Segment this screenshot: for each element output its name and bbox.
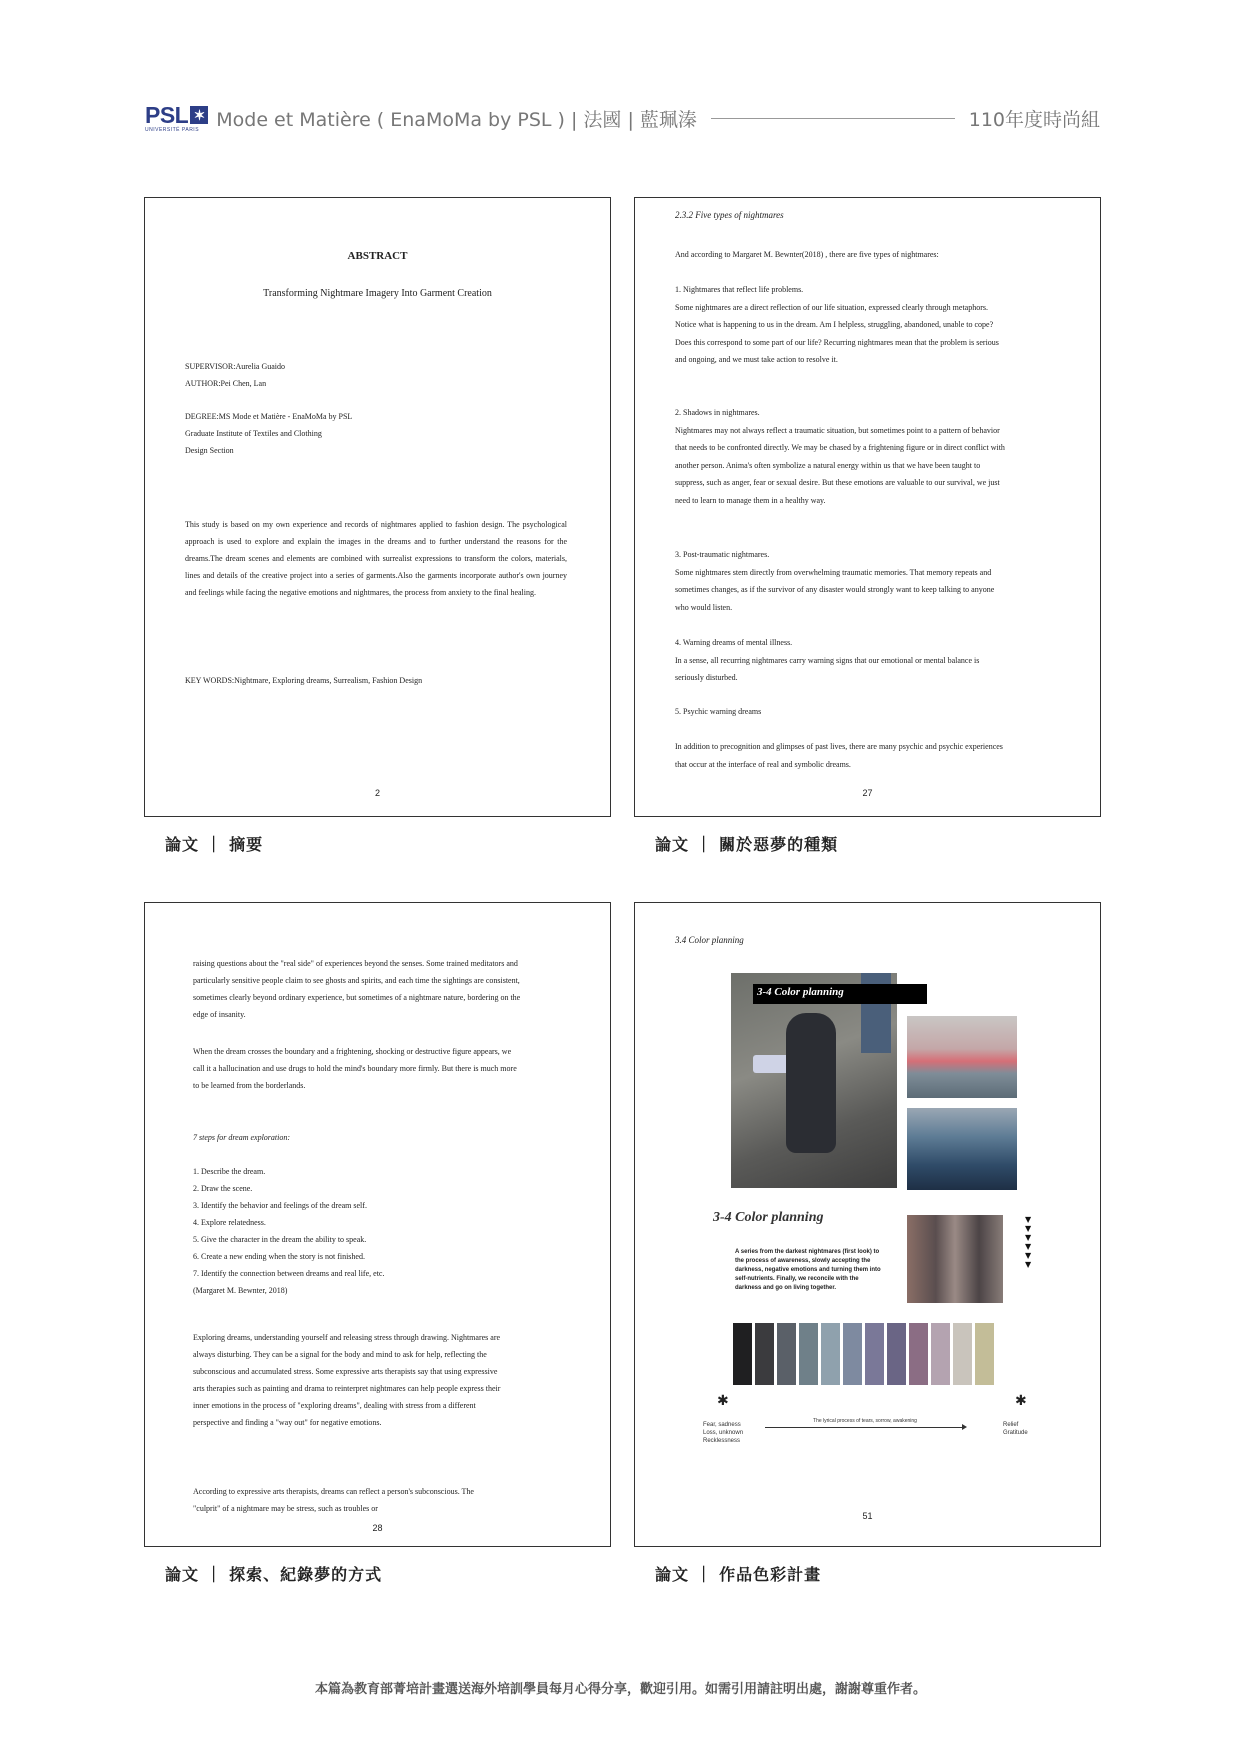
nightmare-collage-image xyxy=(731,973,897,1188)
color-swatches xyxy=(733,1323,994,1385)
thesis-page-abstract xyxy=(144,197,611,817)
color-swatch xyxy=(755,1323,774,1385)
page-header xyxy=(145,100,1100,136)
paragraph-3: Exploring dreams, understanding yourself and releasing stress through drawing. Nightmares are always disturbing. They can be a signal for the body and mind to ask for help, reflecting the subconscious and accumulated stress. Some expressive arts therapists say that using expressive arts therapies such as painting and drama to reinterpret nightmares can help people express their inner emotions in the process of "exploring dreams", dealing with stress from a different perspective and finding a "way out" for negative emotions. xyxy=(193,1333,501,1427)
logo-subtitle: UNIVERSITÉ PARIS xyxy=(145,126,200,133)
emotion-process-label: The lyrical process of tears, sorrow, awakening xyxy=(813,1418,917,1424)
type-1-body: Some nightmares are a direct reflection of our life situation, expressed clearly through metaphors. Notice what is happening to us in the dream. Am I helpless, struggling, abandoned, unable to cope? Does this correspond to some part of our life? Recurring nightmares mean that the problem is serious and ongoing, and we must take action to resolve it. xyxy=(675,302,999,364)
list-item: 7. Identify the connection between dreams and real life, etc. xyxy=(193,1269,385,1278)
color-swatch xyxy=(799,1323,818,1385)
thesis-page-dream-exploration xyxy=(144,902,611,1547)
color-swatch xyxy=(843,1323,862,1385)
caption-dream-exploration: 論文 ｜ 探索、紀錄夢的方式 xyxy=(165,1565,383,1584)
steps-list xyxy=(193,1163,523,1299)
pink-sky-image xyxy=(907,1016,1017,1098)
footer-note: 本篇為教育部菁培計畫選送海外培訓學員每月心得分享，歡迎引用。如需引用請註明出處，謝謝尊重作者。 xyxy=(314,1682,926,1697)
type-4-body: In a sense, all recurring nightmares carry warning signs that our emotional or mental balance is seriously disturbed. xyxy=(675,655,980,682)
down-arrows-icon: ▼ ▼ ▼ ▼ ▼ ▼ xyxy=(1025,1215,1032,1269)
supervisor-line: SUPERVISOR:Aurelia Guaido xyxy=(185,362,286,371)
intro-text: And according to Margaret M. Bewnter(2018) , there are five types of nightmares: xyxy=(675,250,939,259)
type-4-heading: 4. Warning dreams of mental illness. xyxy=(675,638,793,647)
section-line: Design Section xyxy=(185,446,234,455)
color-swatch xyxy=(953,1323,972,1385)
process-arrow xyxy=(765,1427,965,1428)
collage-label: 3-4 Color planning xyxy=(753,984,927,1004)
color-swatch xyxy=(733,1323,752,1385)
models-photo xyxy=(907,1215,1003,1303)
steps-title: 7 steps for dream exploration: xyxy=(193,1133,291,1142)
color-swatch xyxy=(909,1323,928,1385)
caption-abstract: 論文 ｜ 摘要 xyxy=(165,835,264,854)
abstract-body: This study is based on my own experience and records of nightmares applied to fashion design. The psychological approach is used to explore and explain the images in the dreams and to further understand the reasons for the dreams.The dream scenes and elements are combined with surrealist expressions to transform the colors, materials, lines and details of the creative project into a series of garments.Also the garments incorporate author's own journey and feelings while facing the negative emotions and nightmares, the process from anxiety to the final healing. xyxy=(185,520,567,597)
list-item: 5. Give the character in the dream the ability to speak. xyxy=(193,1235,367,1244)
color-swatch xyxy=(821,1323,840,1385)
color-swatch xyxy=(777,1323,796,1385)
header-title: Mode et Matière ( EnaMoMa by PSL ) | 法國 | 藍珮溱 xyxy=(216,108,697,131)
paragraph-2: When the dream crosses the boundary and a frightening, shocking or destructive figure appears, we call it a hallucination and use drugs to hold the mind's boundary more firmly. But there is much more to be learned from the borderlands. xyxy=(193,1047,517,1090)
list-item: 6. Create a new ending when the story is not finished. xyxy=(193,1252,365,1261)
paragraph-4: According to expressive arts therapists, dreams can reflect a person's subconscious. The "culprit" of a nightmare may be stress, such as troubles or xyxy=(193,1487,474,1513)
color-planning-heading: 3-4 Color planning xyxy=(713,1210,824,1225)
color-planning-description: A series from the darkest nightmares (first look) to the process of awareness, slowly accepting the darkness, negative emotions and turning them into self-nutrients. Finally, we reconcile with the darkness and go on living together. xyxy=(735,1249,881,1291)
keywords-line: KEY WORDS:Nightmare, Exploring dreams, Surrealism, Fashion Design xyxy=(185,676,423,685)
star-right-icon: ✱ xyxy=(1015,1393,1027,1409)
type-5-heading: 5. Psychic warning dreams xyxy=(675,707,762,716)
page-number: 51 xyxy=(862,1511,873,1521)
list-item: 1. Describe the dream. xyxy=(193,1167,266,1176)
abstract-subtitle: Transforming Nightmare Imagery Into Garment Creation xyxy=(263,288,492,299)
logo-text: PSL xyxy=(145,101,189,128)
header-divider xyxy=(711,118,955,119)
psl-logo xyxy=(145,101,208,133)
type-5-body: In addition to precognition and glimpses of past lives, there are many psychic and psychic experiences that occur at the interface of real and symbolic dreams. xyxy=(675,742,1003,769)
list-item: 3. Identify the behavior and feelings of the dream self. xyxy=(193,1201,367,1210)
star-icon: ✶ xyxy=(190,106,208,124)
institute-line: Graduate Institute of Textiles and Clothing xyxy=(185,429,322,438)
emotion-end-label: Relief Gratitude xyxy=(1003,1422,1028,1436)
thesis-page-nightmare-types xyxy=(634,197,1101,817)
type-3-heading: 3. Post-traumatic nightmares. xyxy=(675,550,770,559)
citation: (Margaret M. Bewnter, 2018) xyxy=(193,1286,288,1295)
list-item: 2. Draw the scene. xyxy=(193,1184,253,1193)
type-2-body: Nightmares may not always reflect a traumatic situation, but sometimes point to a pattern of behavior that needs to be confronted directly. We may be chased by a frightening figure or in direct conflict with another person. Anima's often symbolize a natural energy within us that we have been taught to suppress, such as anger, fear or sexual desire. But these emotions are valuable to our survival, we just need to learn to manage them in a healthy way. xyxy=(675,425,1005,505)
page-number: 2 xyxy=(374,788,380,798)
type-2-heading: 2. Shadows in nightmares. xyxy=(675,408,760,417)
color-swatch xyxy=(887,1323,906,1385)
caption-nightmare-types: 論文 ｜ 關於惡夢的種類 xyxy=(655,835,839,854)
page-number: 27 xyxy=(862,788,873,798)
type-1-heading: 1. Nightmares that reflect life problems. xyxy=(675,285,804,294)
blue-sea-image xyxy=(907,1108,1017,1190)
list-item: 4. Explore relatedness. xyxy=(193,1218,266,1227)
page-number: 28 xyxy=(372,1523,383,1533)
color-swatch xyxy=(865,1323,884,1385)
section-heading: 2.3.2 Five types of nightmares xyxy=(675,210,784,220)
section-heading: 3.4 Color planning xyxy=(675,935,744,945)
emotion-start-label: Fear, sadness Loss, unknown Recklessness xyxy=(703,1422,744,1444)
degree-line: DEGREE:MS Mode et Matière - EnaMoMa by PSL xyxy=(185,412,353,421)
author-line: AUTHOR:Pei Chen, Lan xyxy=(185,379,267,388)
paragraph-1: raising questions about the "real side" of experiences beyond the senses. Some trained meditators and particularly sensitive people claim to see ghosts and spirits, and each time the sightings are consistent, sometimes clearly beyond ordinary experience, but sometimes of a nightmare nature, bordering on the edge of insanity. xyxy=(193,959,521,1019)
header-category: 110年度時尚組 xyxy=(968,108,1100,131)
color-swatch xyxy=(975,1323,994,1385)
type-3-body: Some nightmares stem directly from overwhelming traumatic memories. That memory repeats and sometimes changes, as if the survivor of any disaster would strongly want to keep talking to anyone who would listen. xyxy=(675,567,995,612)
thesis-page-color-planning xyxy=(634,902,1101,1547)
caption-color-planning: 論文 ｜ 作品色彩計畫 xyxy=(655,1565,822,1584)
color-swatch xyxy=(931,1323,950,1385)
abstract-title: ABSTRACT xyxy=(347,250,408,262)
star-left-icon: ✱ xyxy=(717,1393,729,1409)
